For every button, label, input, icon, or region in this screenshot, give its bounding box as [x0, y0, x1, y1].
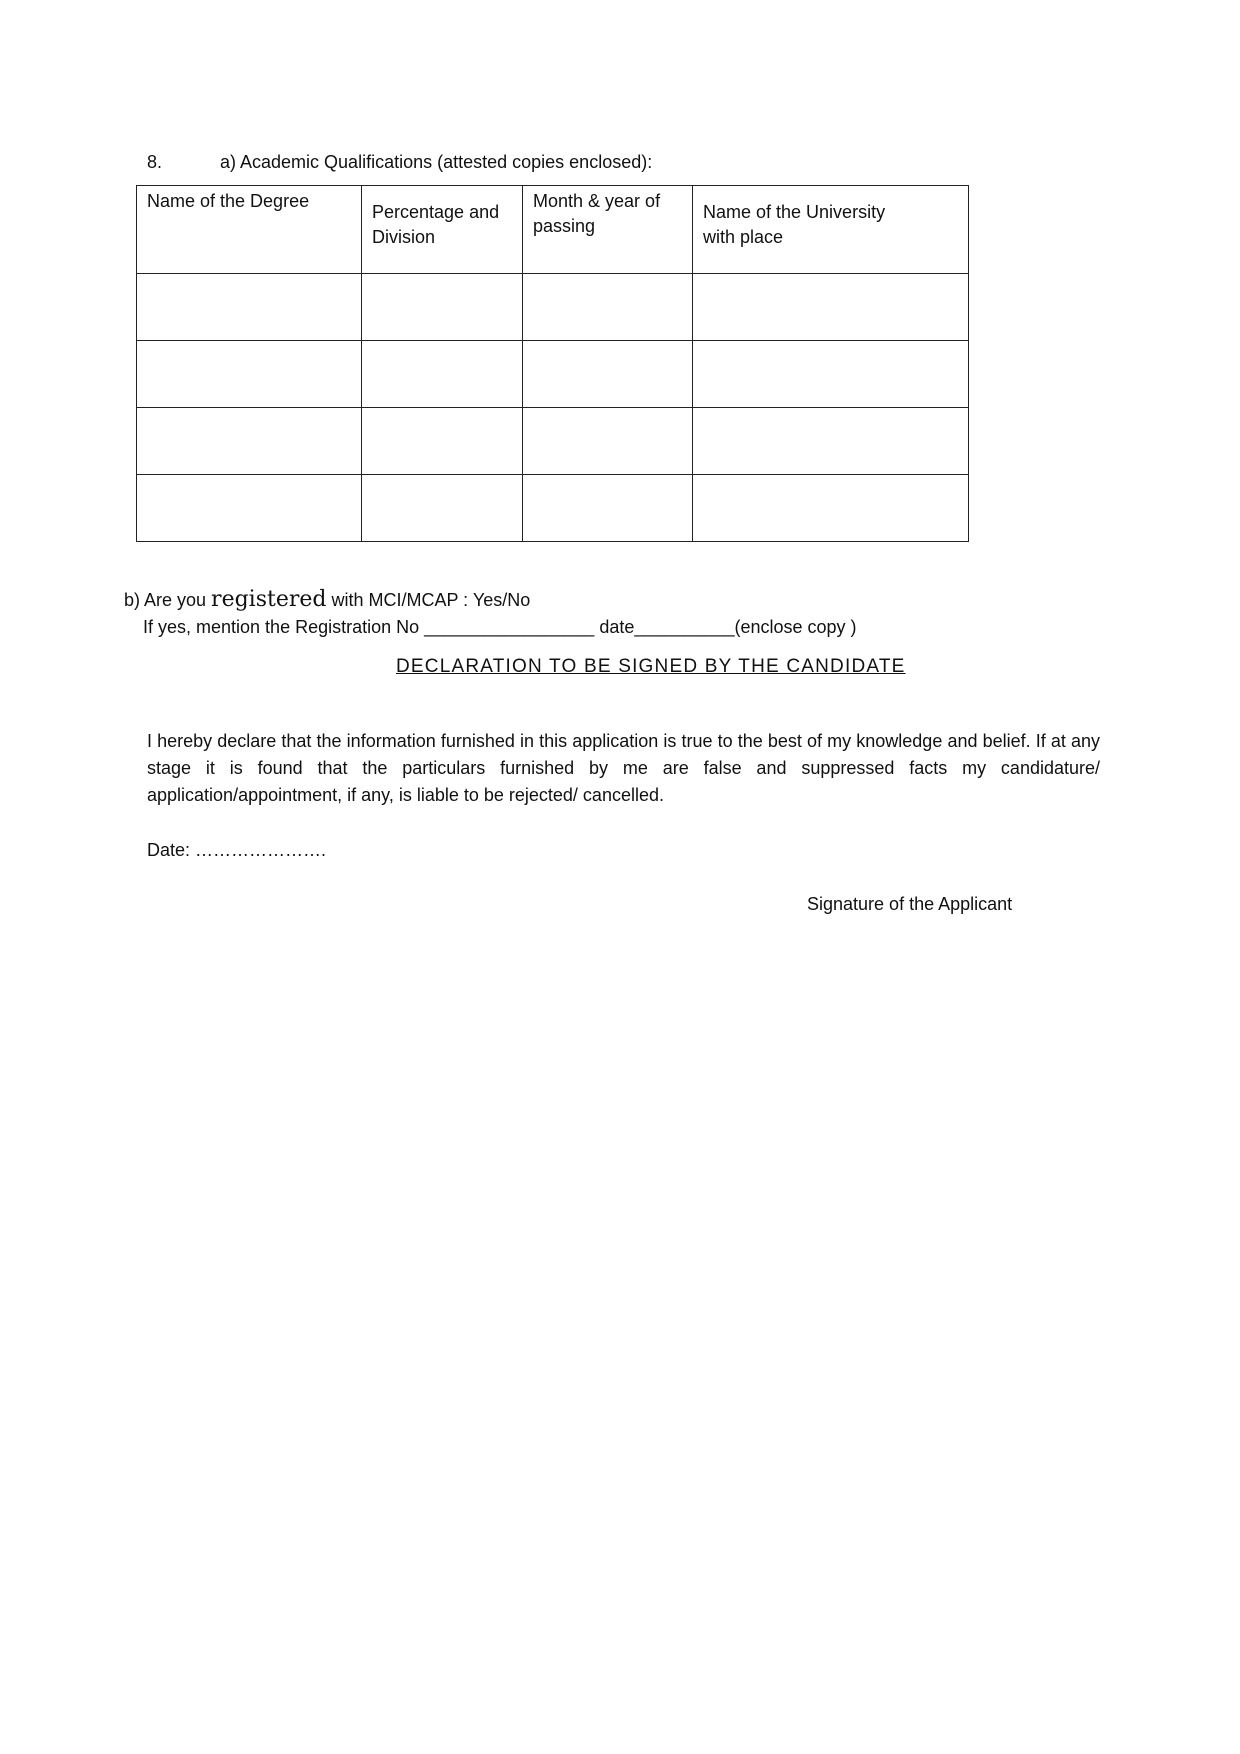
table-cell[interactable]	[362, 274, 523, 341]
table-cell[interactable]	[523, 274, 693, 341]
table-cell[interactable]	[523, 475, 693, 542]
table-cell[interactable]	[137, 408, 362, 475]
section-title: a) Academic Qualifications (attested copies enclosed):	[220, 152, 653, 172]
declaration-text: I hereby declare that the information furnished in this application is true to the best of my knowledge and belief. If at any stage it is found that the particulars furnished by me are false and suppressed facts my candidature/ application/appointment, if any, is liable to be rejected/ cancelled.	[147, 731, 1100, 805]
registration-q-suffix: with MCI/MCAP : Yes/No	[326, 590, 531, 610]
table-cell[interactable]	[693, 274, 969, 341]
registration-question	[124, 587, 530, 612]
header-percentage: Percentage and Division	[362, 186, 523, 274]
table-cell[interactable]	[137, 475, 362, 542]
table-cell[interactable]	[523, 341, 693, 408]
table-cell[interactable]	[693, 341, 969, 408]
table-header-row	[137, 186, 969, 274]
table-cell[interactable]	[362, 475, 523, 542]
signature-label: Signature of the Applicant	[807, 894, 1013, 914]
registration-q-word: registered	[211, 587, 327, 612]
header-degree: Name of the Degree	[137, 186, 362, 274]
table-cell[interactable]	[693, 408, 969, 475]
declaration-title: DECLARATION TO BE SIGNED BY THE CANDIDATE	[396, 656, 906, 677]
table-cell[interactable]	[362, 408, 523, 475]
section-number: 8.	[147, 152, 163, 172]
registration-number-line: If yes, mention the Registration No _________________ date__________(enclose copy )	[143, 617, 857, 637]
table-row	[137, 274, 969, 341]
table-row	[137, 341, 969, 408]
table-cell[interactable]	[137, 341, 362, 408]
table-row	[137, 475, 969, 542]
table-cell[interactable]	[693, 475, 969, 542]
table-cell[interactable]	[362, 341, 523, 408]
table-row	[137, 408, 969, 475]
header-month-year: Month & year of passing	[523, 186, 693, 274]
date-label: Date: ………………….	[147, 840, 327, 860]
table-cell[interactable]	[137, 274, 362, 341]
qualifications-table	[136, 185, 969, 542]
table-cell[interactable]	[523, 408, 693, 475]
header-university: Name of the University with place	[693, 186, 969, 274]
registration-q-prefix: b) Are you	[124, 590, 212, 610]
